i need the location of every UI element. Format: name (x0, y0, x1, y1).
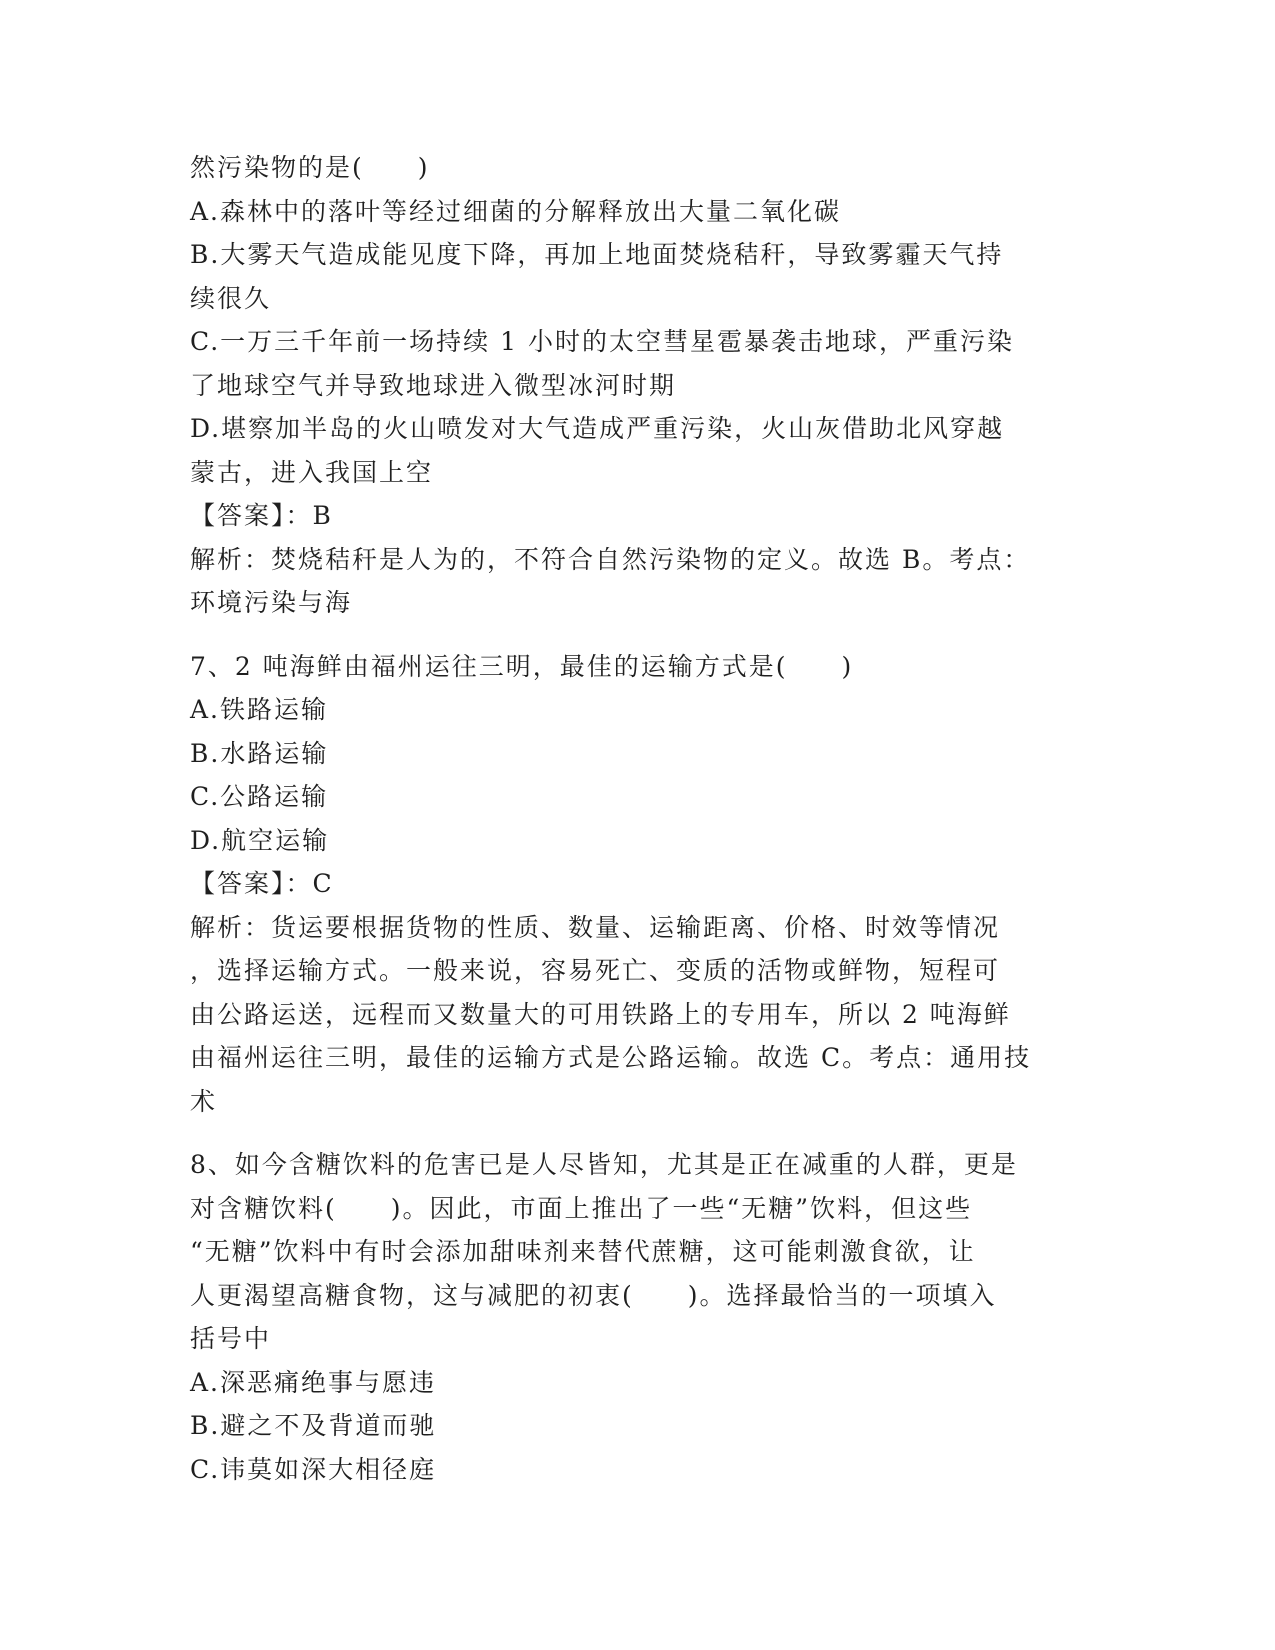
question-8-option-c: C.讳莫如深大相径庭 (190, 1454, 437, 1484)
question-8-stem: 8、如今含糖饮料的危害已是人尽皆知，尤其是正在减重的人群，更是 (190, 1150, 1018, 1179)
question-7-option-a: A.铁路运输 (190, 695, 329, 724)
question-7-option-b: B.水路运输 (190, 738, 329, 768)
question-6-analysis: 解析：焚烧秸秆是人为的，不符合自然污染物的定义。故选 B。考点： (190, 544, 1031, 574)
question-7-analysis-cont-2: 由公路运送，远程而又数量大的可用铁路上的专用车，所以 2 吨海鲜 (190, 999, 1011, 1029)
question-8-stem-cont-1: 对含糖饮料( )。因此，市面上推出了一些“无糖”饮料，但这些 (190, 1193, 973, 1223)
question-8 (190, 1143, 1090, 1491)
question-6-option-c: C.一万三千年前一场持续 1 小时的太空彗星雹暴袭击地球，严重污染 (190, 327, 1014, 356)
question-8-option-b: B.避之不及背道而驰 (190, 1411, 437, 1440)
question-8-option-a: A.深恶痛绝事与愿违 (190, 1367, 437, 1397)
question-7-option-c: C.公路运输 (190, 782, 329, 811)
question-7-stem: 7、2 吨海鲜由福州运往三明，最佳的运输方式是( ) (190, 651, 854, 681)
document-page (190, 146, 1090, 1491)
question-6 (190, 146, 1090, 625)
question-7 (190, 645, 1090, 1124)
question-6-stem: 然污染物的是( ) (190, 153, 430, 182)
question-8-stem-cont-2: “无糖”饮料中有时会添加甜味剂来替代蔗糖，这可能刺激食欲，让 (190, 1237, 976, 1266)
question-7-analysis-cont-1: ，选择运输方式。一般来说，容易死亡、变质的活物或鲜物，短程可 (190, 956, 1001, 985)
spacer (190, 625, 1090, 645)
question-7-option-d: D.航空运输 (190, 825, 330, 855)
spacer (190, 1123, 1090, 1143)
question-7-analysis-cont-3: 由福州运往三明，最佳的运输方式是公路运输。故选 C。考点：通用技 (190, 1043, 1032, 1072)
question-7-answer: 【答案】：C (190, 869, 334, 898)
question-6-option-c-cont: 了地球空气并导致地球进入微型冰河时期 (190, 370, 677, 400)
question-7-analysis: 解析：货运要根据货物的性质、数量、运输距离、价格、时效等情况 (190, 912, 1001, 942)
question-6-option-b: B.大雾天气造成能见度下降，再加上地面焚烧秸秆，导致雾霾天气持 (190, 240, 1004, 269)
question-6-option-d: D.堪察加半岛的火山喷发对大气造成严重污染，火山灰借助北风穿越 (190, 414, 1005, 443)
question-6-option-a: A.森林中的落叶等经过细菌的分解释放出大量二氧化碳 (190, 196, 842, 226)
question-6-answer: 【答案】：B (190, 501, 333, 530)
question-6-option-b-cont: 续很久 (190, 283, 272, 313)
question-7-analysis-cont-4: 术 (190, 1086, 218, 1116)
question-8-stem-cont-4: 括号中 (190, 1324, 272, 1353)
question-6-option-d-cont: 蒙古，进入我国上空 (190, 457, 434, 487)
question-8-stem-cont-3: 人更渴望高糖食物，这与减肥的初衷( )。选择最恰当的一项填入 (190, 1280, 997, 1310)
question-6-analysis-cont: 环境污染与海 (190, 588, 353, 617)
